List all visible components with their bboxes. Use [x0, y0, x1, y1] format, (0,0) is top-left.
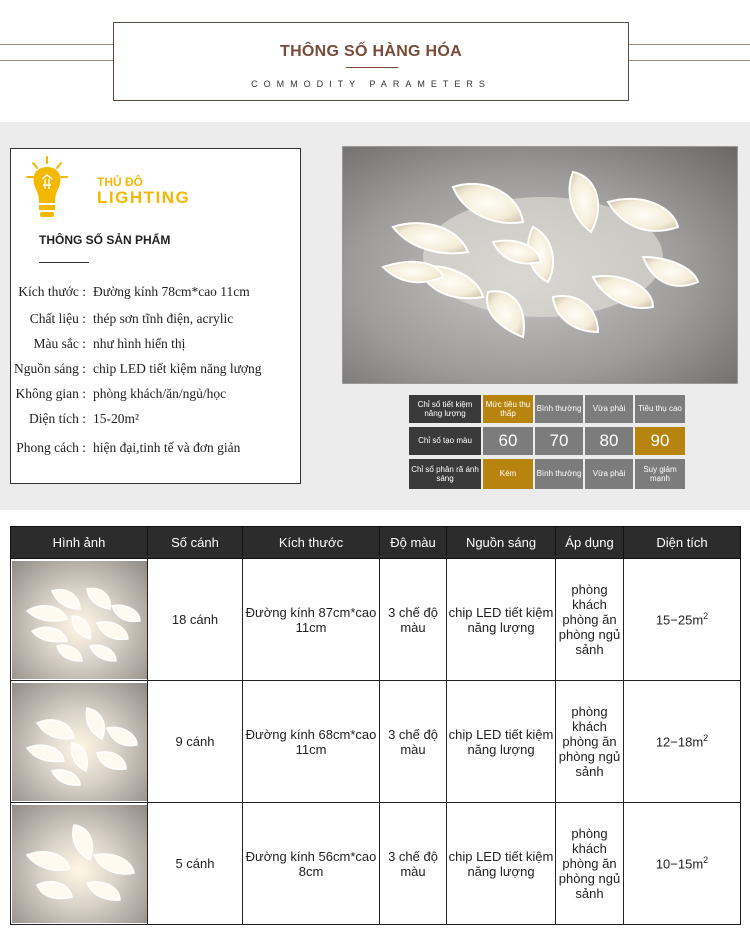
product-thumbnail-5 — [12, 805, 147, 923]
spec-value: phòng khách/ăn/ngủ/học — [93, 386, 227, 401]
lt-row3-cell: Kém — [483, 459, 533, 489]
col-header-image: Hình ảnh — [11, 527, 148, 559]
table-row — [11, 559, 741, 681]
lt-row3-cell: Bình thường — [535, 459, 583, 489]
row-source: chip LED tiết kiệm năng lượng — [447, 803, 556, 925]
row-size: Đường kính 87cm*cao 11cm — [243, 559, 380, 681]
logo-text-top: THỦ ĐÔ — [97, 175, 143, 189]
lt-row3-label: Chỉ số phân rã ánh sáng — [409, 459, 481, 489]
row-wings: 5 cánh — [148, 803, 243, 925]
page-subtitle: COMMODITY PARAMETERS — [251, 79, 491, 89]
row-area-value: 15−25m — [655, 612, 704, 628]
spec-value: chip LED tiết kiệm năng lượng — [93, 361, 262, 376]
col-header-color: Độ màu — [380, 527, 447, 559]
spec-label: Nguồn sáng : — [14, 361, 86, 376]
header-box — [113, 22, 629, 101]
spec-value: 15-20m² — [93, 411, 140, 426]
header-rule-left-2 — [0, 60, 113, 61]
row-area-sup: 2 — [703, 855, 709, 866]
spec-label: Phong cách : — [16, 440, 86, 455]
col-header-area: Diện tích — [624, 527, 741, 559]
lightbulb-icon — [25, 155, 69, 221]
row-area — [624, 559, 741, 681]
spec-label: Không gian : — [15, 386, 86, 401]
page-title: THÔNG SỐ HÀNG HÓA — [280, 43, 462, 60]
row-area-sup: 2 — [703, 611, 709, 622]
row-image-cell — [11, 803, 148, 925]
leaf-chandelier-image — [343, 147, 738, 384]
row-area — [624, 681, 741, 803]
spec-value: Đường kính 78cm*cao 11cm — [93, 284, 250, 299]
lt-row1-cell: Tiêu thụ cao — [635, 395, 685, 423]
row-area — [624, 803, 741, 925]
spec-value: như hình hiển thị — [93, 336, 186, 351]
brand-logo — [25, 155, 205, 225]
row-apply: phòng khách phòng ăn phòng ngủ sảnh — [556, 681, 624, 803]
row-size: Đường kính 68cm*cao 11cm — [243, 681, 380, 803]
lt-row1-cell: Vừa phải — [585, 395, 633, 423]
product-photo — [342, 146, 738, 384]
header-rule-left — [0, 44, 113, 45]
lt-row1-cell: Mức tiêu thụ thấp — [483, 395, 533, 423]
table-row — [11, 803, 741, 925]
spec-label: Chất liệu : — [29, 311, 86, 326]
col-header-source: Nguồn sáng — [447, 527, 556, 559]
row-area-value: 12−18m — [655, 734, 704, 750]
spec-label: Diện tích : — [29, 411, 86, 426]
table-row — [11, 681, 741, 803]
spec-heading: THÔNG SỐ SẢN PHẨM — [39, 233, 171, 247]
row-area-value: 10−15m — [655, 856, 704, 872]
row-image-cell — [11, 559, 148, 681]
table-header-row — [11, 527, 741, 559]
spec-value: hiện đại,tinh tế và đơn giản — [93, 440, 241, 455]
logo-text-bottom: LIGHTING — [97, 188, 191, 207]
col-header-apply: Áp dụng — [556, 527, 624, 559]
lt-row2-cell: 80 — [585, 427, 633, 455]
product-thumbnail-18 — [12, 561, 147, 679]
row-size: Đường kính 56cm*cao 8cm — [243, 803, 380, 925]
light-index-table — [409, 395, 685, 490]
lt-row2-label: Chỉ số tạo màu — [409, 427, 481, 455]
row-apply: phòng khách phòng ăn phòng ngủ sảnh — [556, 559, 624, 681]
row-color: 3 chế độ màu — [380, 559, 447, 681]
col-header-wings: Số cánh — [148, 527, 243, 559]
model-comparison-table — [10, 526, 741, 925]
lt-row2-cell: 90 — [635, 427, 685, 455]
lt-row2-cell: 60 — [483, 427, 533, 455]
title-underline — [346, 67, 398, 68]
spec-value: thép sơn tĩnh điện, acrylic — [93, 311, 234, 326]
spec-heading-rule — [39, 262, 89, 263]
lt-row3-cell: Suy giảm mạnh — [635, 459, 685, 489]
header-rule-right — [629, 44, 750, 45]
row-color: 3 chế độ màu — [380, 803, 447, 925]
header-rule-right-2 — [629, 60, 750, 61]
lt-row1-cell: Bình thường — [535, 395, 583, 423]
spec-label: Màu sắc : — [33, 336, 86, 351]
spec-label: Kích thước : — [18, 284, 86, 299]
row-area-sup: 2 — [703, 733, 709, 744]
row-source: chip LED tiết kiệm năng lượng — [447, 559, 556, 681]
col-header-size: Kích thước — [243, 527, 380, 559]
product-thumbnail-9 — [12, 683, 147, 801]
row-image-cell — [11, 681, 148, 803]
spec-card — [10, 148, 301, 484]
row-wings: 9 cánh — [148, 681, 243, 803]
row-wings: 18 cánh — [148, 559, 243, 681]
row-color: 3 chế độ màu — [380, 681, 447, 803]
lt-row3-cell: Vừa phải — [585, 459, 633, 489]
lt-row2-cell: 70 — [535, 427, 583, 455]
row-source: chip LED tiết kiệm năng lượng — [447, 681, 556, 803]
lt-row1-label: Chỉ số tiết kiệm năng lượng — [409, 395, 481, 423]
row-apply: phòng khách phòng ăn phòng ngủ sảnh — [556, 803, 624, 925]
